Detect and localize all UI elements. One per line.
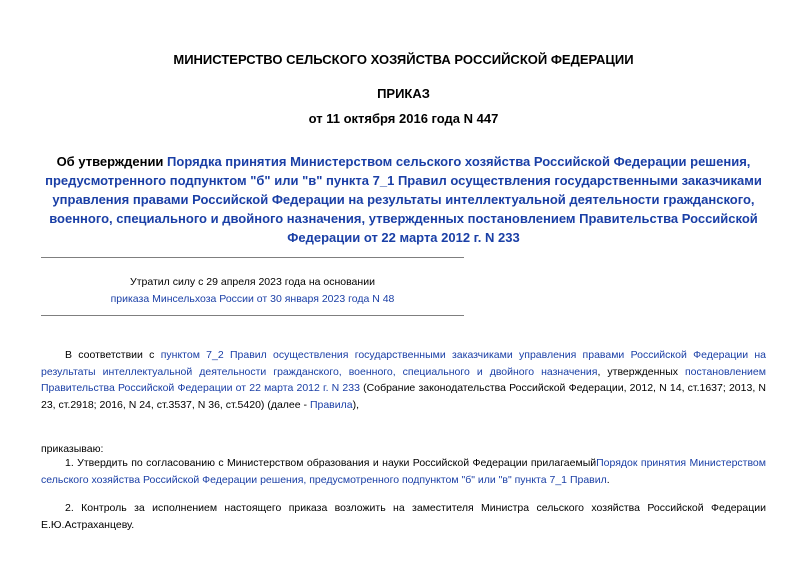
title-prefix: Об утверждении (56, 154, 168, 169)
preamble-text: (Собрание законодательства Российской Федерации, 2012, N 14, ст.1637; 2013, N 23, ст.2918; 2016, N 24, ст.3537, N 36, ст.5420) (далее - (41, 382, 767, 411)
procedure-link[interactable]: Порядок принятия Министерством сельского хозяйства Российской Федерации решения, предусмотренного подпунктом "б" или "в" пункта 7_1 Правил (41, 457, 766, 486)
preamble-paragraph (41, 347, 766, 413)
divider-bottom (41, 315, 464, 316)
item-2-paragraph: 2. Контроль за исполнением настоящего приказа возложить на заместителя Министра сельского хозяйства Российской Федерации Е.Ю.Астраханцеву. (41, 502, 766, 531)
order-date: от 11 октября 2016 года N 447 (308, 111, 499, 126)
government-decree-link[interactable]: постановлением Правительства Российской Федерации от 22 марта 2012 г. N 233 (41, 365, 766, 394)
item-1-paragraph (41, 455, 766, 488)
rules-link[interactable]: Правила (309, 398, 353, 411)
preamble-text: В соответствии с (65, 349, 161, 361)
decree-word: приказываю: (41, 443, 104, 455)
title-link[interactable]: Порядка принятия Министерством сельского хозяйства Российской Федерации решения, предусмотренного подпунктом "б" или "в" пункта 7_1 Правил осуществления государственными заказчиками управления правами Российской Федерации на результаты интеллектуальной деятельности гражданского, военного, специального и двойного назначения, утвержденных постановлением Правительства Российской Федерации от 22 марта 2012 г. N 233 (45, 154, 762, 245)
divider-top (41, 257, 464, 258)
repeal-notice: Утратил силу с 29 апреля 2023 года на основании (130, 276, 375, 288)
item-1-text: 1. Утвердить по согласованию с Министерством образования и науки Российской Федерации прилагаемый (65, 457, 597, 469)
item-1-text: . (606, 473, 610, 486)
ministry-heading: МИНИСТЕРСТВО СЕЛЬСКОГО ХОЗЯЙСТВА РОССИЙСКОЙ ФЕДЕРАЦИИ (173, 52, 634, 67)
preamble-text: ), (352, 398, 359, 411)
preamble-text: , утвержденных (597, 365, 685, 378)
rules-point-link[interactable]: пунктом 7_2 Правил осуществления государственными заказчиками управления правами Российской Федерации на результаты интеллектуальной деятельности гражданского, военного, специального и двойного назначения (41, 349, 767, 378)
repeal-notice-link[interactable]: приказа Минсельхоза России от 30 января 2023 года N 48 (110, 293, 395, 305)
document-title (30, 152, 777, 247)
order-heading: ПРИКАЗ (377, 86, 430, 101)
